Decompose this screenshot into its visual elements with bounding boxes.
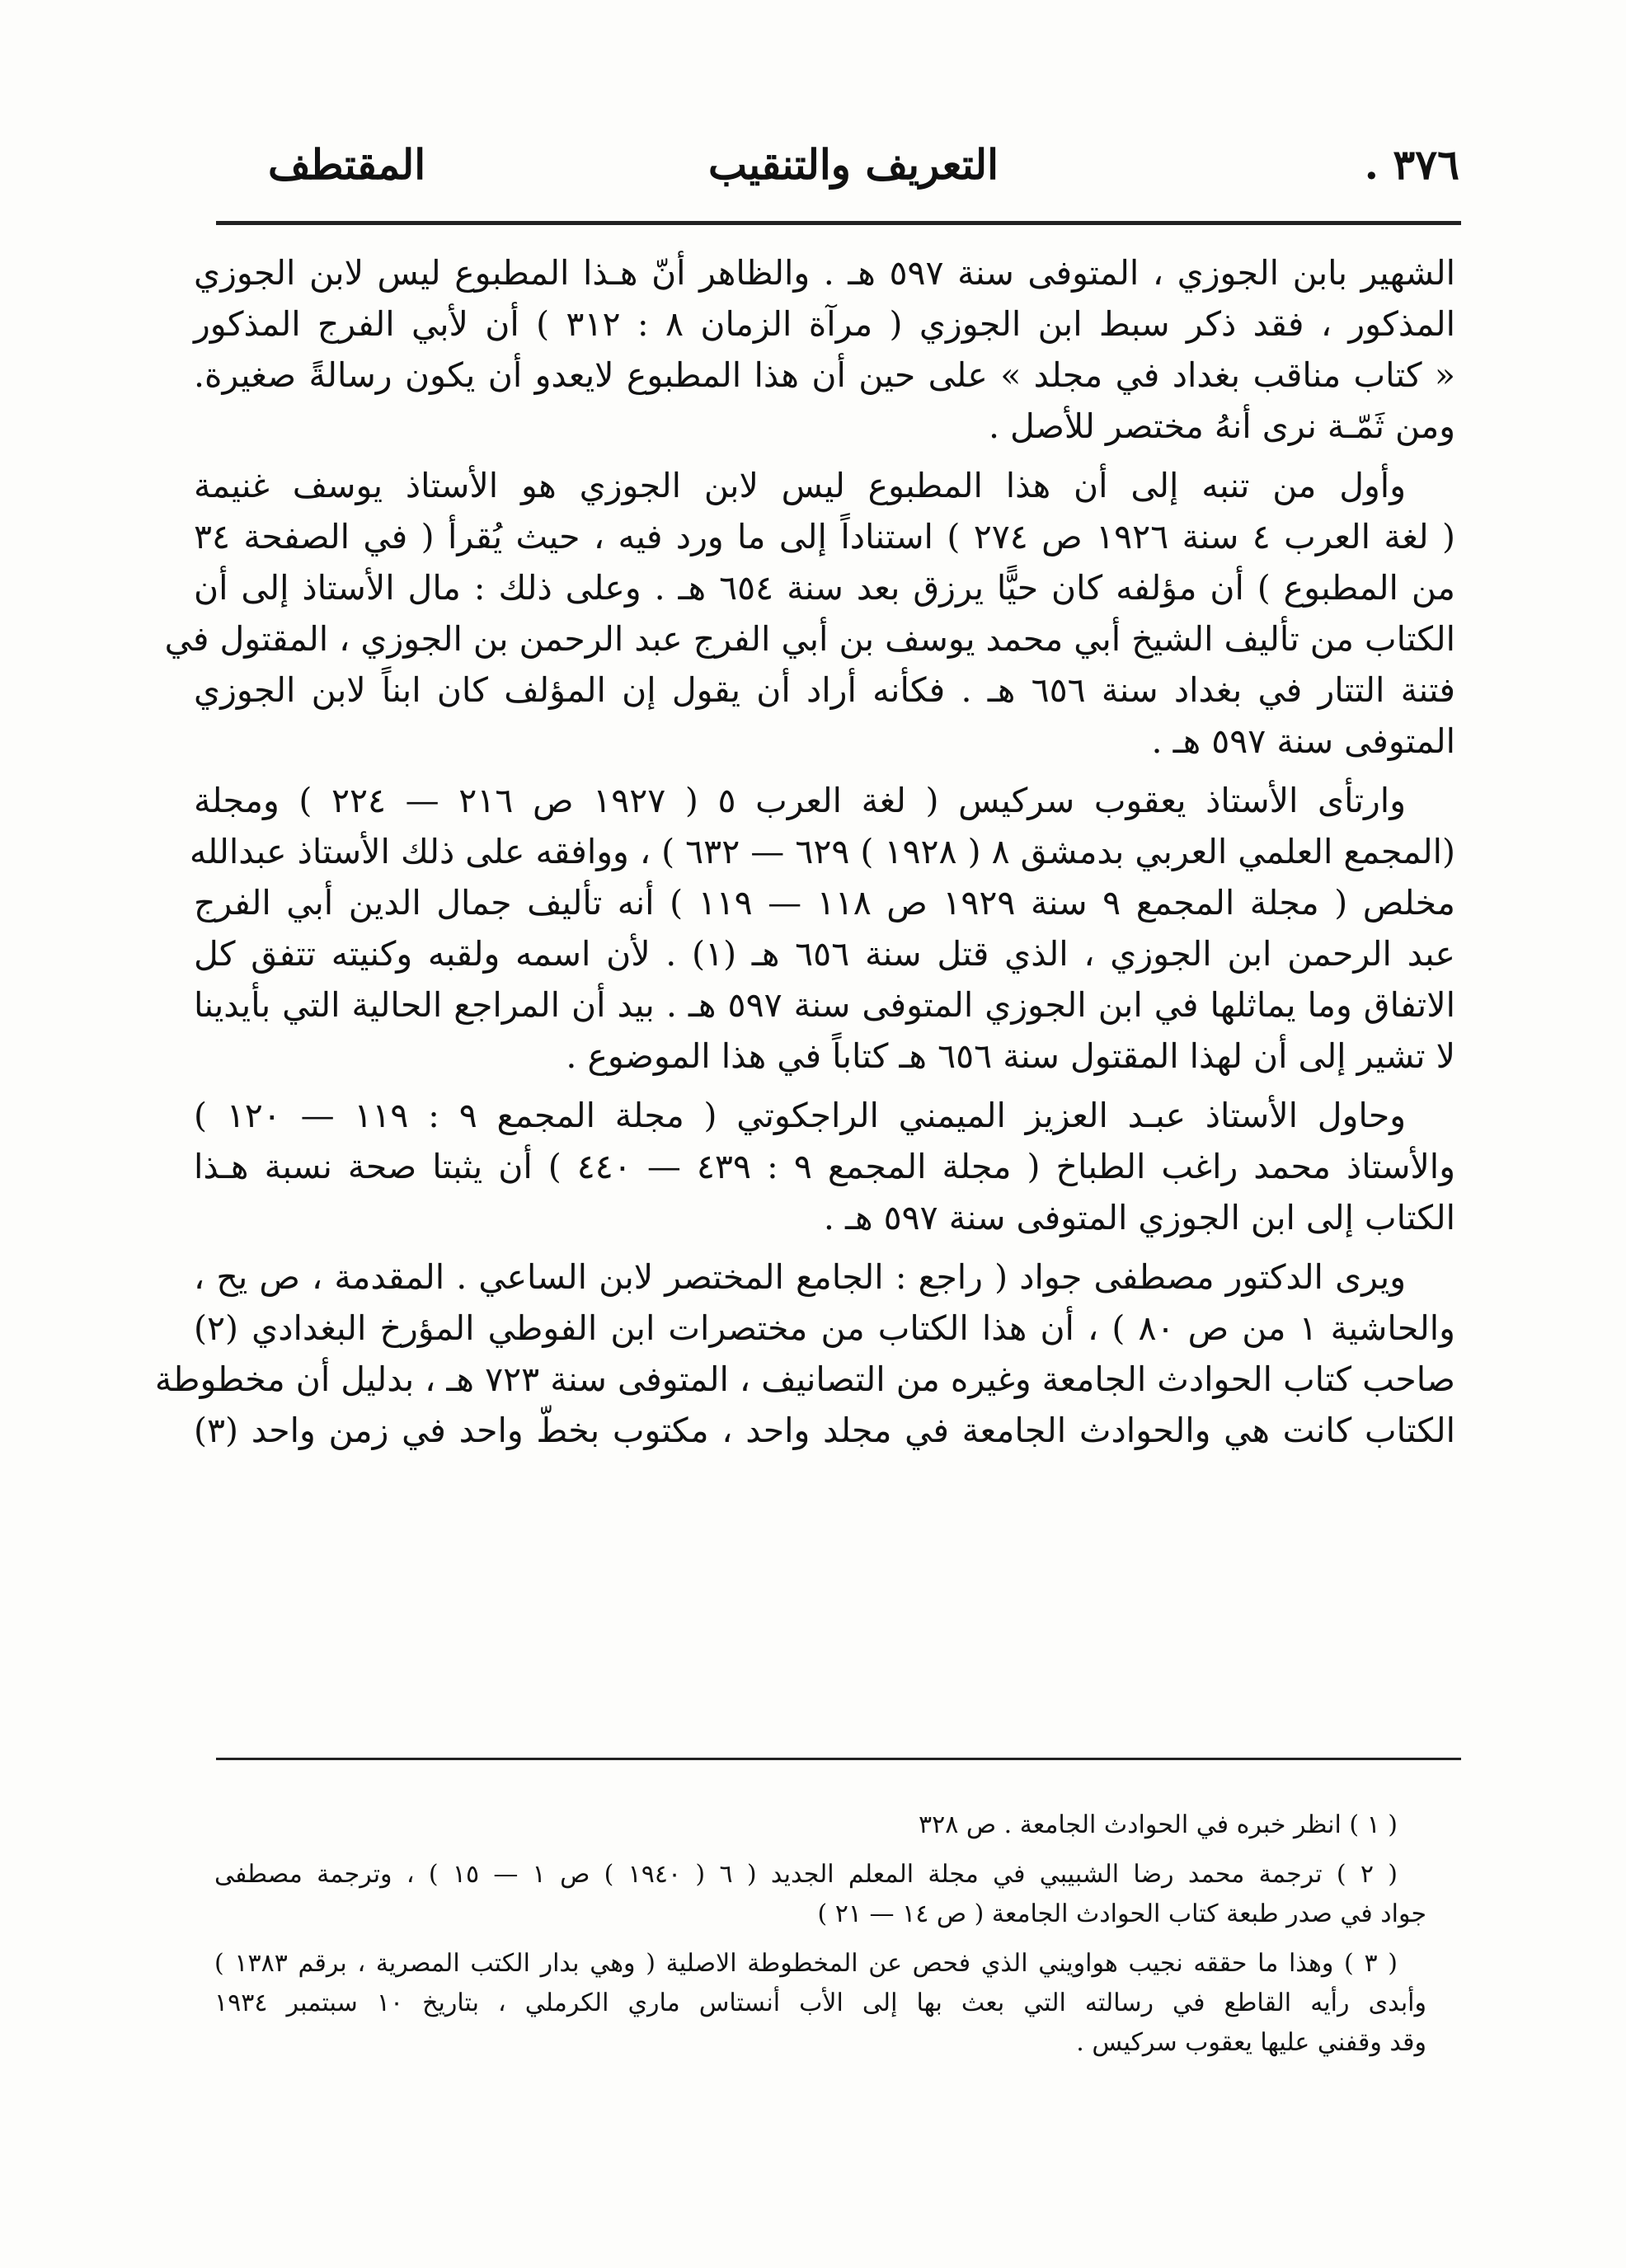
body-line: لا تشير إلى أن لهذا المقتول سنة ٦٥٦ هـ كتاباً في هذا الموضوع . <box>566 1036 1455 1076</box>
body-line: صاحب كتاب الحوادث الجامعة وغيره من التصانيف ، المتوفى سنة ٧٢٣ هـ ، بدليل أن مخطوطة <box>154 1359 1455 1399</box>
body-line: المذكور ، فقد ذكر سبط ابن الجوزي ( مرآة الزمان ٨ : ٣١٢ ) أن لأبي الفرج المذكور <box>194 304 1455 344</box>
body-text <box>154 247 1456 1456</box>
body-line: المتوفى سنة ٥٩٧ هـ . <box>1151 721 1455 761</box>
section-title: التعريف والتنقيب <box>708 140 999 189</box>
body-line: فتنة التتار في بغداد سنة ٦٥٦ هـ . فكأنه أراد أن يقول إن المؤلف كان ابناً لابن الجوزي <box>194 670 1455 710</box>
body-line: ويرى الدكتور مصطفى جواد ( راجع : الجامع المختصر لابن الساعي . المقدمة ، ص يح ، <box>194 1257 1406 1297</box>
body-line: الاتفاق وما يماثلها في ابن الجوزي المتوفى سنة ٥٩٧ هـ . بيد أن المراجع الحالية التي بأيدينا <box>194 985 1455 1025</box>
body-line: وارتأى الأستاذ يعقوب سركيس ( لغة العرب ٥ ( ١٩٢٧ ص ٢١٦ — ٢٢٤ ) ومجلة <box>194 781 1406 820</box>
footnote-rule <box>216 1758 1461 1760</box>
footnote-line: وقد وقفني عليها يعقوب سركيس . <box>1076 2028 1426 2057</box>
body-line: « كتاب مناقب بغداد في مجلد » على حين أن هذا المطبوع لايعدو أن يكون رسالةً صغيرة. <box>194 355 1455 395</box>
footnotes <box>214 1805 1426 2063</box>
body-line: والحاشية ١ من ص ٨٠ ) ، أن هذا الكتاب من مختصرات ابن الفوطي المؤرخ البغدادي (٢) <box>194 1308 1455 1348</box>
body-line: الكتاب كانت هي والحوادث الجامعة في مجلد واحد ، مكتوب بخطّ واحد في زمن واحد (٣) <box>194 1411 1455 1450</box>
footnote-line: ( ١ ) انظر خبره في الحوادث الجامعة . ص ٣٢٨ <box>919 1810 1398 1839</box>
footnote-line: وأبدى رأيه القاطع في رسالته التي بعث بها إلى الأب أنستاس ماري الكرملي ، بتاريخ ١٠ سبتمبر ١٩٣٤ <box>214 1989 1426 2017</box>
body-line: الكتاب إلى ابن الجوزي المتوفى سنة ٥٩٧ هـ . <box>823 1198 1455 1237</box>
body-line: والأستاذ محمد راغب الطباخ ( مجلة المجمع ٩ : ٤٣٩ — ٤٤٠ ) أن يثبتا صحة نسبة هـذا <box>194 1147 1455 1186</box>
footnote-line: جواد في صدر طبعة كتاب الحوادث الجامعة ( ص ١٤ — ٢١ ) <box>817 1899 1426 1928</box>
page-number: ٣٧٦ . <box>1364 140 1459 189</box>
body-line: وأول من تنبه إلى أن هذا المطبوع ليس لابن الجوزي هو الأستاذ يوسف غنيمة <box>194 466 1406 505</box>
body-line: مخلص ( مجلة المجمع ٩ سنة ١٩٢٩ ص ١١٨ — ١١٩ ) أنه تأليف جمال الدين أبي الفرج <box>194 883 1455 923</box>
body-line: الكتاب من تأليف الشيخ أبي محمد يوسف بن أبي الفرج عبد الرحمن بن الجوزي ، المقتول في <box>164 619 1455 659</box>
body-line: من المطبوع ) أن مؤلفه كان حيًّا يرزق بعد سنة ٦٥٤ هـ . وعلى ذلك : مال الأستاذ إلى أن <box>194 568 1455 608</box>
body-line: (المجمع العلمي العربي بدمشق ٨ ( ١٩٢٨ ) ٦٢٩ — ٦٣٢ ) ، ووافقه على ذلك الأستاذ عبدالله <box>189 832 1455 871</box>
footnote-line: ( ٢ ) ترجمة محمد رضا الشبيبي في مجلة المعلم الجديد ( ٦ ( ١٩٤٠ ) ص ١ — ١٥ ) ، وترجمة مصطفى <box>214 1860 1398 1889</box>
body-line: الشهير بابن الجوزي ، المتوفى سنة ٥٩٧ هـ . والظاهر أنّ هـذا المطبوع ليس لابن الجوزي <box>194 253 1455 293</box>
body-line: وحاول الأستاذ عبـد العزيز الميمني الراجكوتي ( مجلة المجمع ٩ : ١١٩ — ١٢٠ ) <box>194 1096 1407 1135</box>
footnote-line: ( ٣ ) وهذا ما حققه نجيب هواويني الذي فحص عن المخطوطة الاصلية ( وهي بدار الكتب المصرية ، برقم ١٣٨٣ ) <box>214 1949 1398 1978</box>
body-line: ( لغة العرب ٤ سنة ١٩٢٦ ص ٢٧٤ ) استناداً إلى ما ورد فيه ، حيث يُقرأ ( في الصفحة ٣٤ <box>194 517 1456 556</box>
journal-name: المقتطف <box>268 140 426 189</box>
body-line: عبد الرحمن ابن الجوزي ، الذي قتل سنة ٦٥٦ هـ (١) . لأن اسمه ولقبه وكنيته تتفق كل <box>194 934 1455 974</box>
running-header <box>247 140 1459 198</box>
header-rule <box>216 221 1461 225</box>
body-line: ومن ثَمّـة نرى أنهُ مختصر للأصل . <box>988 406 1455 446</box>
